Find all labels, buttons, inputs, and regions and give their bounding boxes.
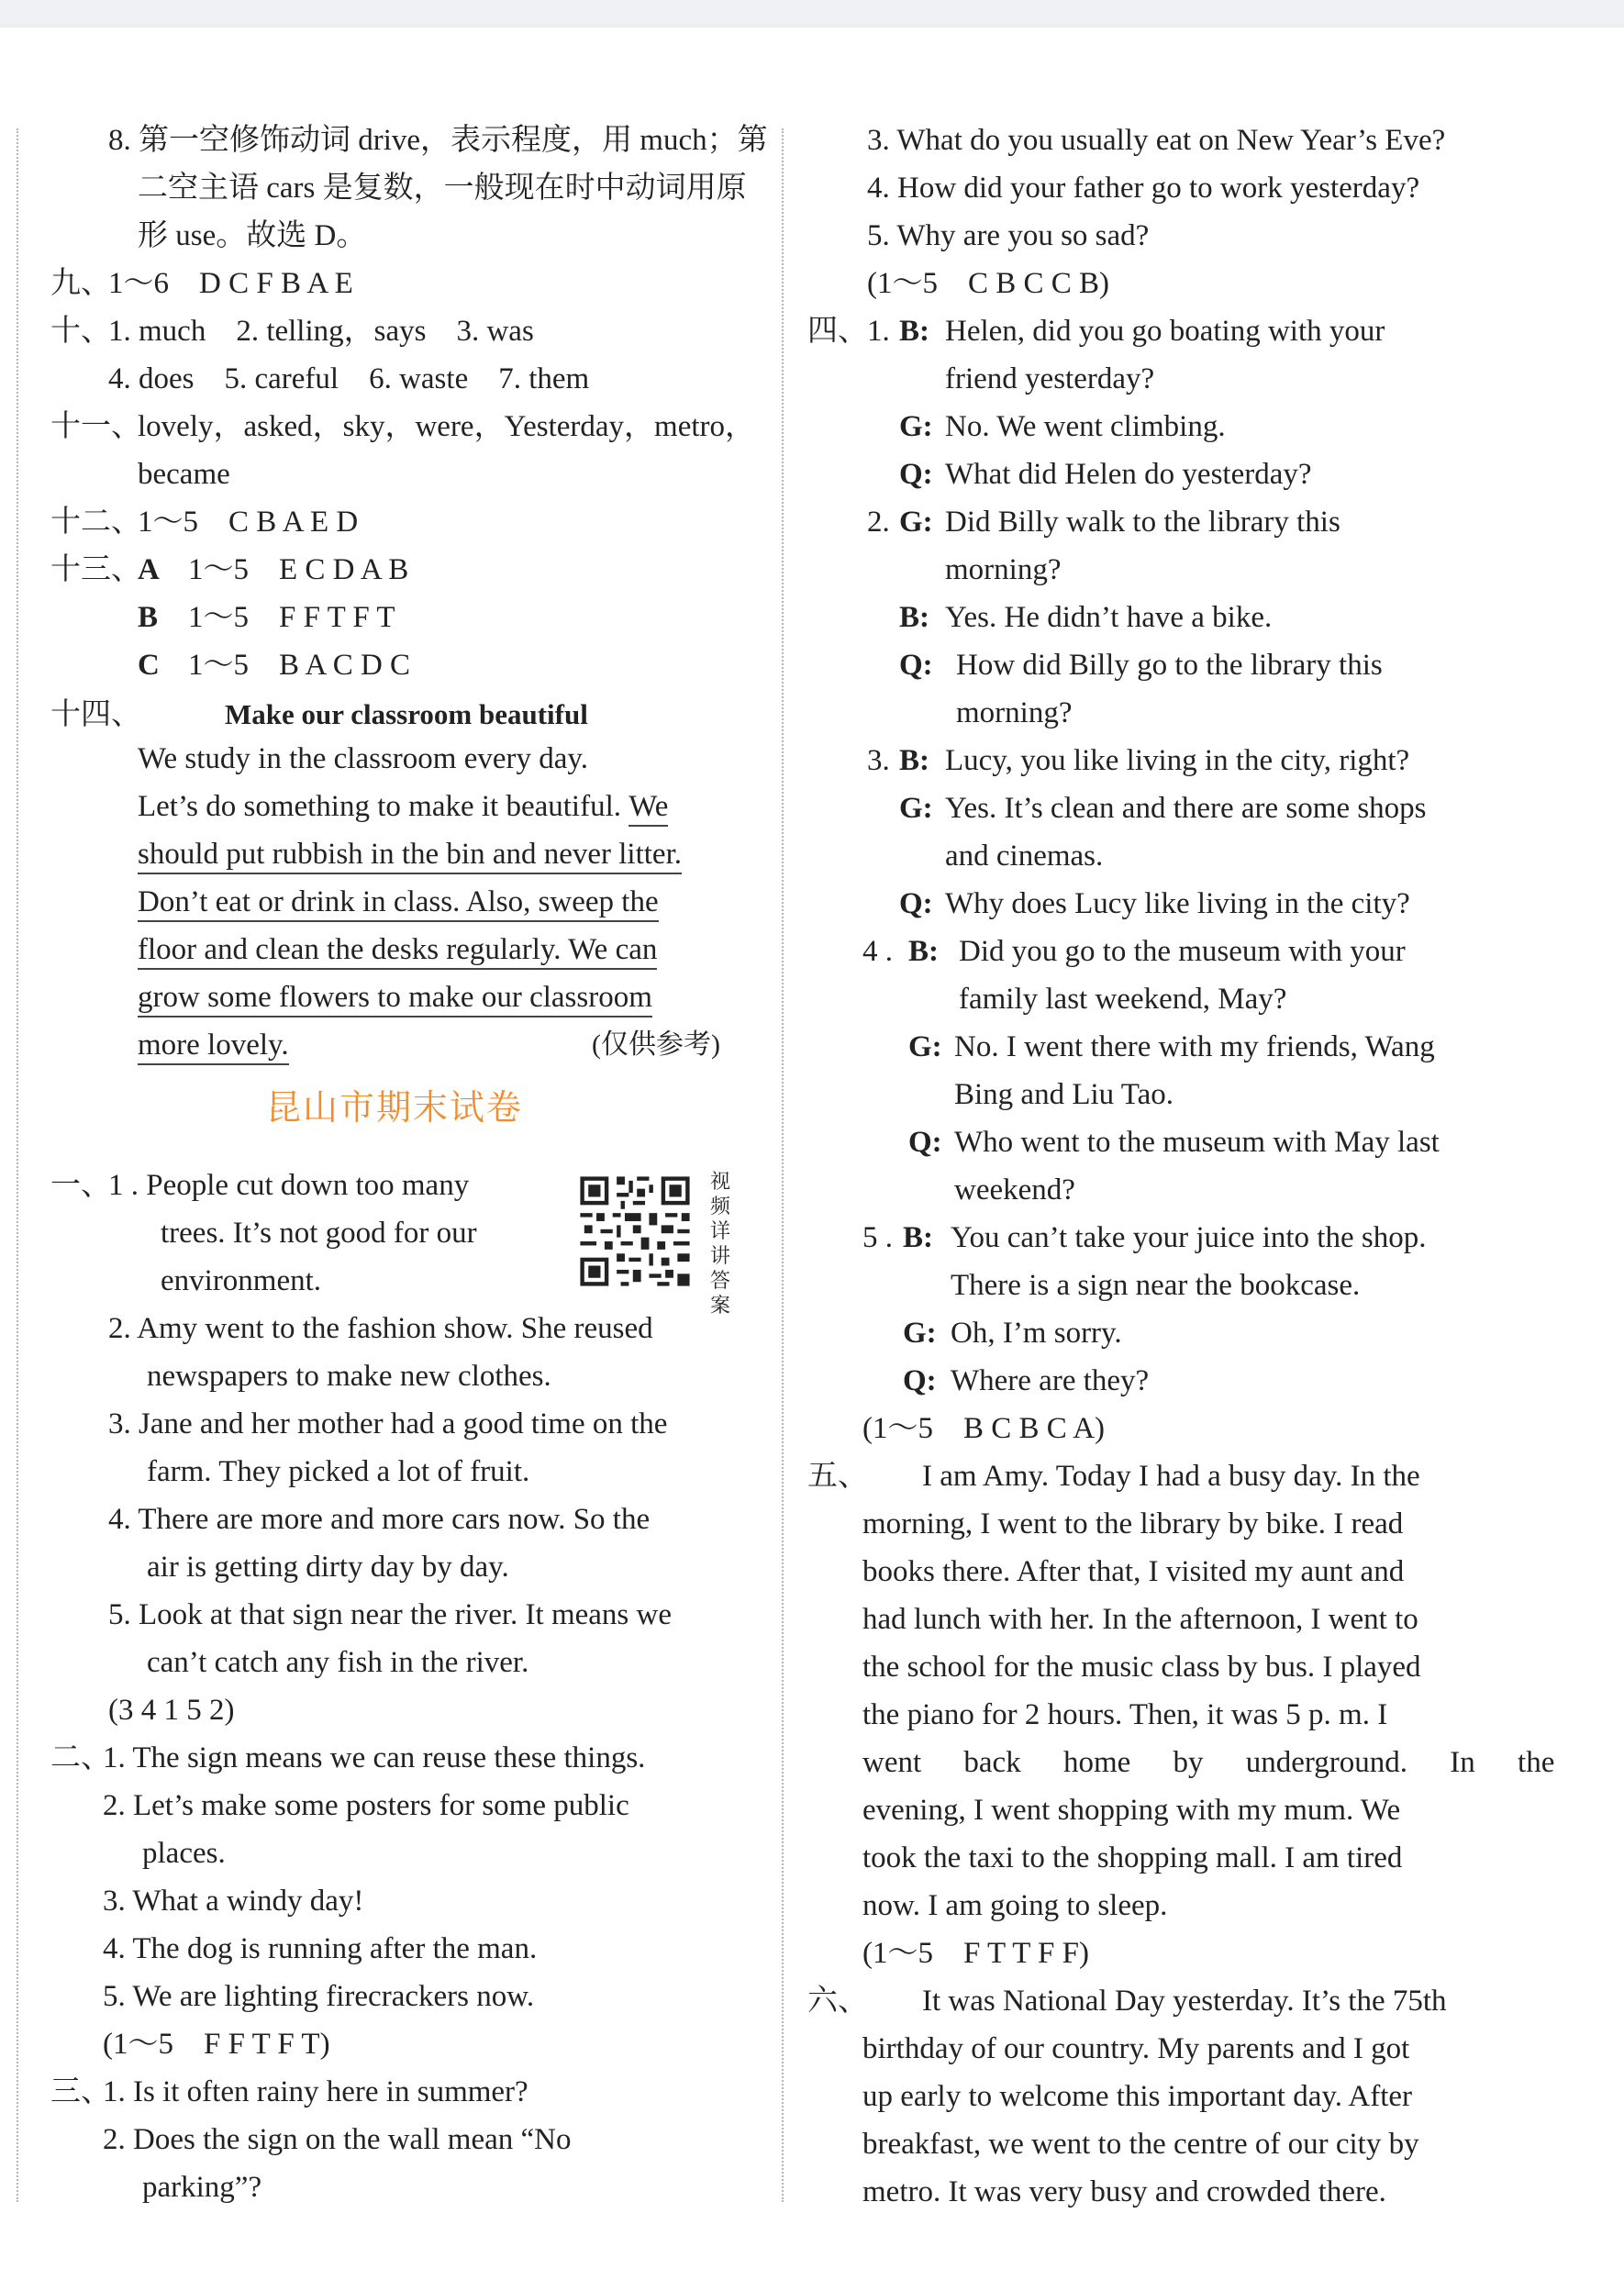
part3-num: 三、: [50, 2075, 111, 2108]
part2-answer: (1～5 F F T F T): [103, 2028, 330, 2061]
dialog5-speaker-3: Q:: [903, 1364, 937, 1397]
essay-line-3-text: should put rubbish in the bin and never litter.: [138, 838, 682, 874]
dialog3-line-3: Why does Lucy like living in the city?: [945, 887, 1410, 920]
essay-line-7-text: more lovely.: [138, 1029, 289, 1065]
part2-item1: 1. The sign means we can reuse these things.: [103, 1741, 646, 1774]
part3-item2-line1: 2. Does the sign on the wall mean “No: [103, 2123, 572, 2156]
part5-line-10: now. I am going to sleep.: [862, 1889, 1168, 1922]
dialog1-num: 1.: [867, 315, 890, 348]
essay-line-6: [138, 977, 652, 1018]
essay-line-4-text: Don’t eat or drink in class. Also, sweep the: [138, 885, 659, 922]
dialog1-line-2: No. We went climbing.: [945, 410, 1226, 443]
section-10-line-1: 1. much 2. telling，says 3. was: [108, 315, 534, 348]
top-bar: [0, 0, 1624, 28]
part1-item3-line1: 3. Jane and her mother had a good time on the: [108, 1407, 668, 1440]
section-13-label-c: C: [138, 649, 160, 682]
dialog2-line-1a: Did Billy walk to the library this: [945, 506, 1340, 539]
dialog4-line-1a: Did you go to the museum with your: [959, 935, 1406, 968]
essay-note: (仅供参考): [592, 1029, 720, 1060]
essay-line-4: [138, 882, 659, 922]
dialog2-speaker-3: Q:: [899, 649, 933, 682]
section-13-label-a: A: [138, 553, 160, 586]
part1-answer: (3 4 1 5 2): [108, 1694, 235, 1727]
part6-line-3: up early to welcome this important day. After: [862, 2080, 1413, 2113]
section-12-answer: 1～5 C B A E D: [138, 506, 359, 539]
essay-line-2: [138, 786, 668, 827]
essay-line-1-text: We study in the classroom every day.: [138, 742, 588, 775]
essay-line-2-text: Let’s do something to make it beautiful.: [138, 790, 621, 823]
q8-line-1: 8. 第一空修饰动词 drive，表示程度，用 much；第: [108, 124, 768, 157]
dialog2-line-2: Yes. He didn’t have a bike.: [945, 601, 1273, 634]
dialog1-speaker-3: Q:: [899, 458, 933, 491]
essay-line-5-text: floor and clean the desks regularly. We can: [138, 933, 657, 970]
dialog4-speaker-3: Q:: [908, 1126, 942, 1159]
section-11-line-1: lovely，asked，sky，were，Yesterday，metro，: [138, 410, 756, 443]
part6-num: 六、: [807, 1985, 868, 2018]
section-13-answer-a: 1～5 E C D A B: [188, 553, 409, 586]
dialog2-num: 2.: [867, 506, 890, 539]
dialog4-line-2a: No. I went there with my friends, Wang: [954, 1030, 1435, 1063]
essay-line-5: [138, 929, 657, 970]
qr-code-icon[interactable]: [576, 1173, 694, 1290]
q8-line-2: 二空主语 cars 是复数，一般现在时中动词用原: [138, 172, 747, 205]
section-9-num: 九、: [50, 267, 111, 300]
part3-answer: (1～5 C B C C B): [867, 267, 1110, 300]
qr-label: 视频详讲答案: [709, 1171, 730, 1318]
part5-line-9: took the taxi to the shopping mall. I am tired: [862, 1841, 1403, 1874]
essay-title: Make our classroom beautiful: [225, 698, 588, 730]
dialog3-speaker-1: B:: [899, 744, 929, 777]
dialog5-speaker-1: B:: [903, 1221, 933, 1254]
part1-item2-line1: 2. Amy went to the fashion show. She reused: [108, 1312, 653, 1345]
dialog2-line-3b: morning?: [956, 696, 1073, 729]
section-14-num: 十四、: [50, 698, 141, 731]
section-13-answer-c: 1～5 B A C D C: [188, 649, 411, 682]
part6-line-4: breakfast, we went to the centre of our city by: [862, 2128, 1419, 2161]
section-title: 昆山市期末试卷: [266, 1087, 524, 1128]
left-margin-line: [17, 128, 18, 2202]
dialog4-line-3b: weekend?: [954, 1173, 1075, 1207]
section-12-num: 十二、: [50, 506, 141, 539]
dialog3-speaker-2: G:: [899, 792, 933, 825]
section-9-answer: 1～6 D C F B A E: [108, 267, 353, 300]
part1-item5-line2: can’t catch any fish in the river.: [147, 1646, 529, 1679]
dialog4-line-2b: Bing and Liu Tao.: [954, 1078, 1174, 1111]
section-10-num: 十、: [50, 315, 111, 348]
part3-item4: 4. How did your father go to work yesterday?: [867, 172, 1420, 205]
part5-line-8: evening, I went shopping with my mum. We: [862, 1794, 1401, 1827]
dialog2-line-1b: morning?: [945, 553, 1062, 586]
dialog5-line-1b: There is a sign near the bookcase.: [951, 1269, 1361, 1302]
q8-line-3: 形 use。故选 D。: [138, 219, 367, 252]
dialog1-line-1a: Helen, did you go boating with your: [945, 315, 1385, 348]
dialog4-line-1b: family last weekend, May?: [959, 983, 1287, 1016]
part5-line-4: had lunch with her. In the afternoon, I went to: [862, 1603, 1418, 1636]
dialog1-speaker-1: B:: [899, 315, 929, 348]
dialog1-line-3: What did Helen do yesterday?: [945, 458, 1312, 491]
part1-item1-line1: 1 . People cut down too many: [108, 1169, 470, 1202]
part5-line-7: went back home by underground. In the: [862, 1746, 1555, 1779]
part2-item2-line1: 2. Let’s make some posters for some public: [103, 1789, 629, 1822]
part4-num: 四、: [807, 315, 868, 348]
dialog5-num: 5 .: [862, 1221, 893, 1254]
part2-item4: 4. The dog is running after the man.: [103, 1932, 538, 1965]
section-13-num: 十三、: [50, 553, 141, 586]
part3-item5: 5. Why are you so sad?: [867, 219, 1150, 252]
dialog5-line-1a: You can’t take your juice into the shop.: [951, 1221, 1427, 1254]
part2-item5: 5. We are lighting firecrackers now.: [103, 1980, 535, 2013]
part3-item1: 1. Is it often rainy here in summer?: [103, 2075, 528, 2108]
dialog1-line-1b: friend yesterday?: [945, 362, 1155, 395]
dialog3-speaker-3: Q:: [899, 887, 933, 920]
dialog3-num: 3.: [867, 744, 890, 777]
essay-line-1: [138, 739, 739, 779]
part5-num: 五、: [807, 1460, 868, 1493]
dialog5-line-2: Oh, I’m sorry.: [951, 1317, 1122, 1350]
dialog4-num: 4 .: [862, 935, 893, 968]
column-divider: [782, 128, 784, 2202]
dialog2-line-3a: How did Billy go to the library this: [956, 649, 1383, 682]
essay-line-7: [138, 1025, 289, 1065]
part1-item1-line3: environment.: [161, 1264, 322, 1297]
dialog2-speaker-2: B:: [899, 601, 929, 634]
part3-item2-line2: parking”?: [142, 2171, 262, 2204]
section-13-answer-b: 1～5 F F T F T: [188, 601, 395, 634]
dialog4-line-3a: Who went to the museum with May last: [954, 1126, 1440, 1159]
part1-item3-line2: farm. They picked a lot of fruit.: [147, 1455, 530, 1488]
part1-item5-line1: 5. Look at that sign near the river. It means we: [108, 1598, 672, 1631]
part5-line-6: the piano for 2 hours. Then, it was 5 p. m. I: [862, 1698, 1388, 1731]
part2-item2-line2: places.: [142, 1837, 226, 1870]
part5-line-5: the school for the music class by bus. I played: [862, 1651, 1421, 1684]
essay-line-2-underlined: We: [628, 790, 668, 827]
dialog1-speaker-2: G:: [899, 410, 933, 443]
part5-line-1: I am Amy. Today I had a busy day. In the: [922, 1460, 1420, 1493]
part6-line-1: It was National Day yesterday. It’s the 75th: [922, 1985, 1447, 2018]
part5-line-3: books there. After that, I visited my aunt and: [862, 1555, 1405, 1588]
dialog3-line-1: Lucy, you like living in the city, right?: [945, 744, 1410, 777]
part6-line-2: birthday of our country. My parents and I got: [862, 2032, 1410, 2065]
section-13-label-b: B: [138, 601, 159, 634]
part6-line-5: metro. It was very busy and crowded there.: [862, 2175, 1386, 2208]
dialog2-speaker-1: G:: [899, 506, 933, 539]
part1-item2-line2: newspapers to make new clothes.: [147, 1360, 551, 1393]
part5-line-2: morning, I went to the library by bike. I read: [862, 1507, 1404, 1540]
part1-item4-line2: air is getting dirty day by day.: [147, 1551, 509, 1584]
section-11-num: 十一、: [50, 410, 141, 443]
part3-item3: 3. What do you usually eat on New Year’s Eve?: [867, 124, 1446, 157]
part5-answer: (1～5 F T T F F): [862, 1937, 1089, 1970]
dialog3-line-2a: Yes. It’s clean and there are some shops: [945, 792, 1427, 825]
part1-num: 一、: [50, 1169, 111, 1202]
part1-item1-line2: trees. It’s not good for our: [161, 1217, 477, 1250]
dialog4-speaker-1: B:: [908, 935, 939, 968]
dialog5-line-3: Where are they?: [951, 1364, 1150, 1397]
section-11-line-2: became: [138, 458, 230, 491]
part4-answer: (1～5 B C B C A): [862, 1412, 1106, 1445]
dialog5-speaker-2: G:: [903, 1317, 937, 1350]
dialog3-line-2b: and cinemas.: [945, 840, 1104, 873]
essay-line-3: [138, 834, 682, 874]
dialog4-speaker-2: G:: [908, 1030, 942, 1063]
part2-item3: 3. What a windy day!: [103, 1885, 364, 1918]
part1-item4-line1: 4. There are more and more cars now. So the: [108, 1503, 651, 1536]
section-10-line-2: 4. does 5. careful 6. waste 7. them: [108, 362, 590, 395]
part2-num: 二、: [50, 1741, 111, 1774]
essay-line-6-text: grow some flowers to make our classroom: [138, 981, 652, 1018]
